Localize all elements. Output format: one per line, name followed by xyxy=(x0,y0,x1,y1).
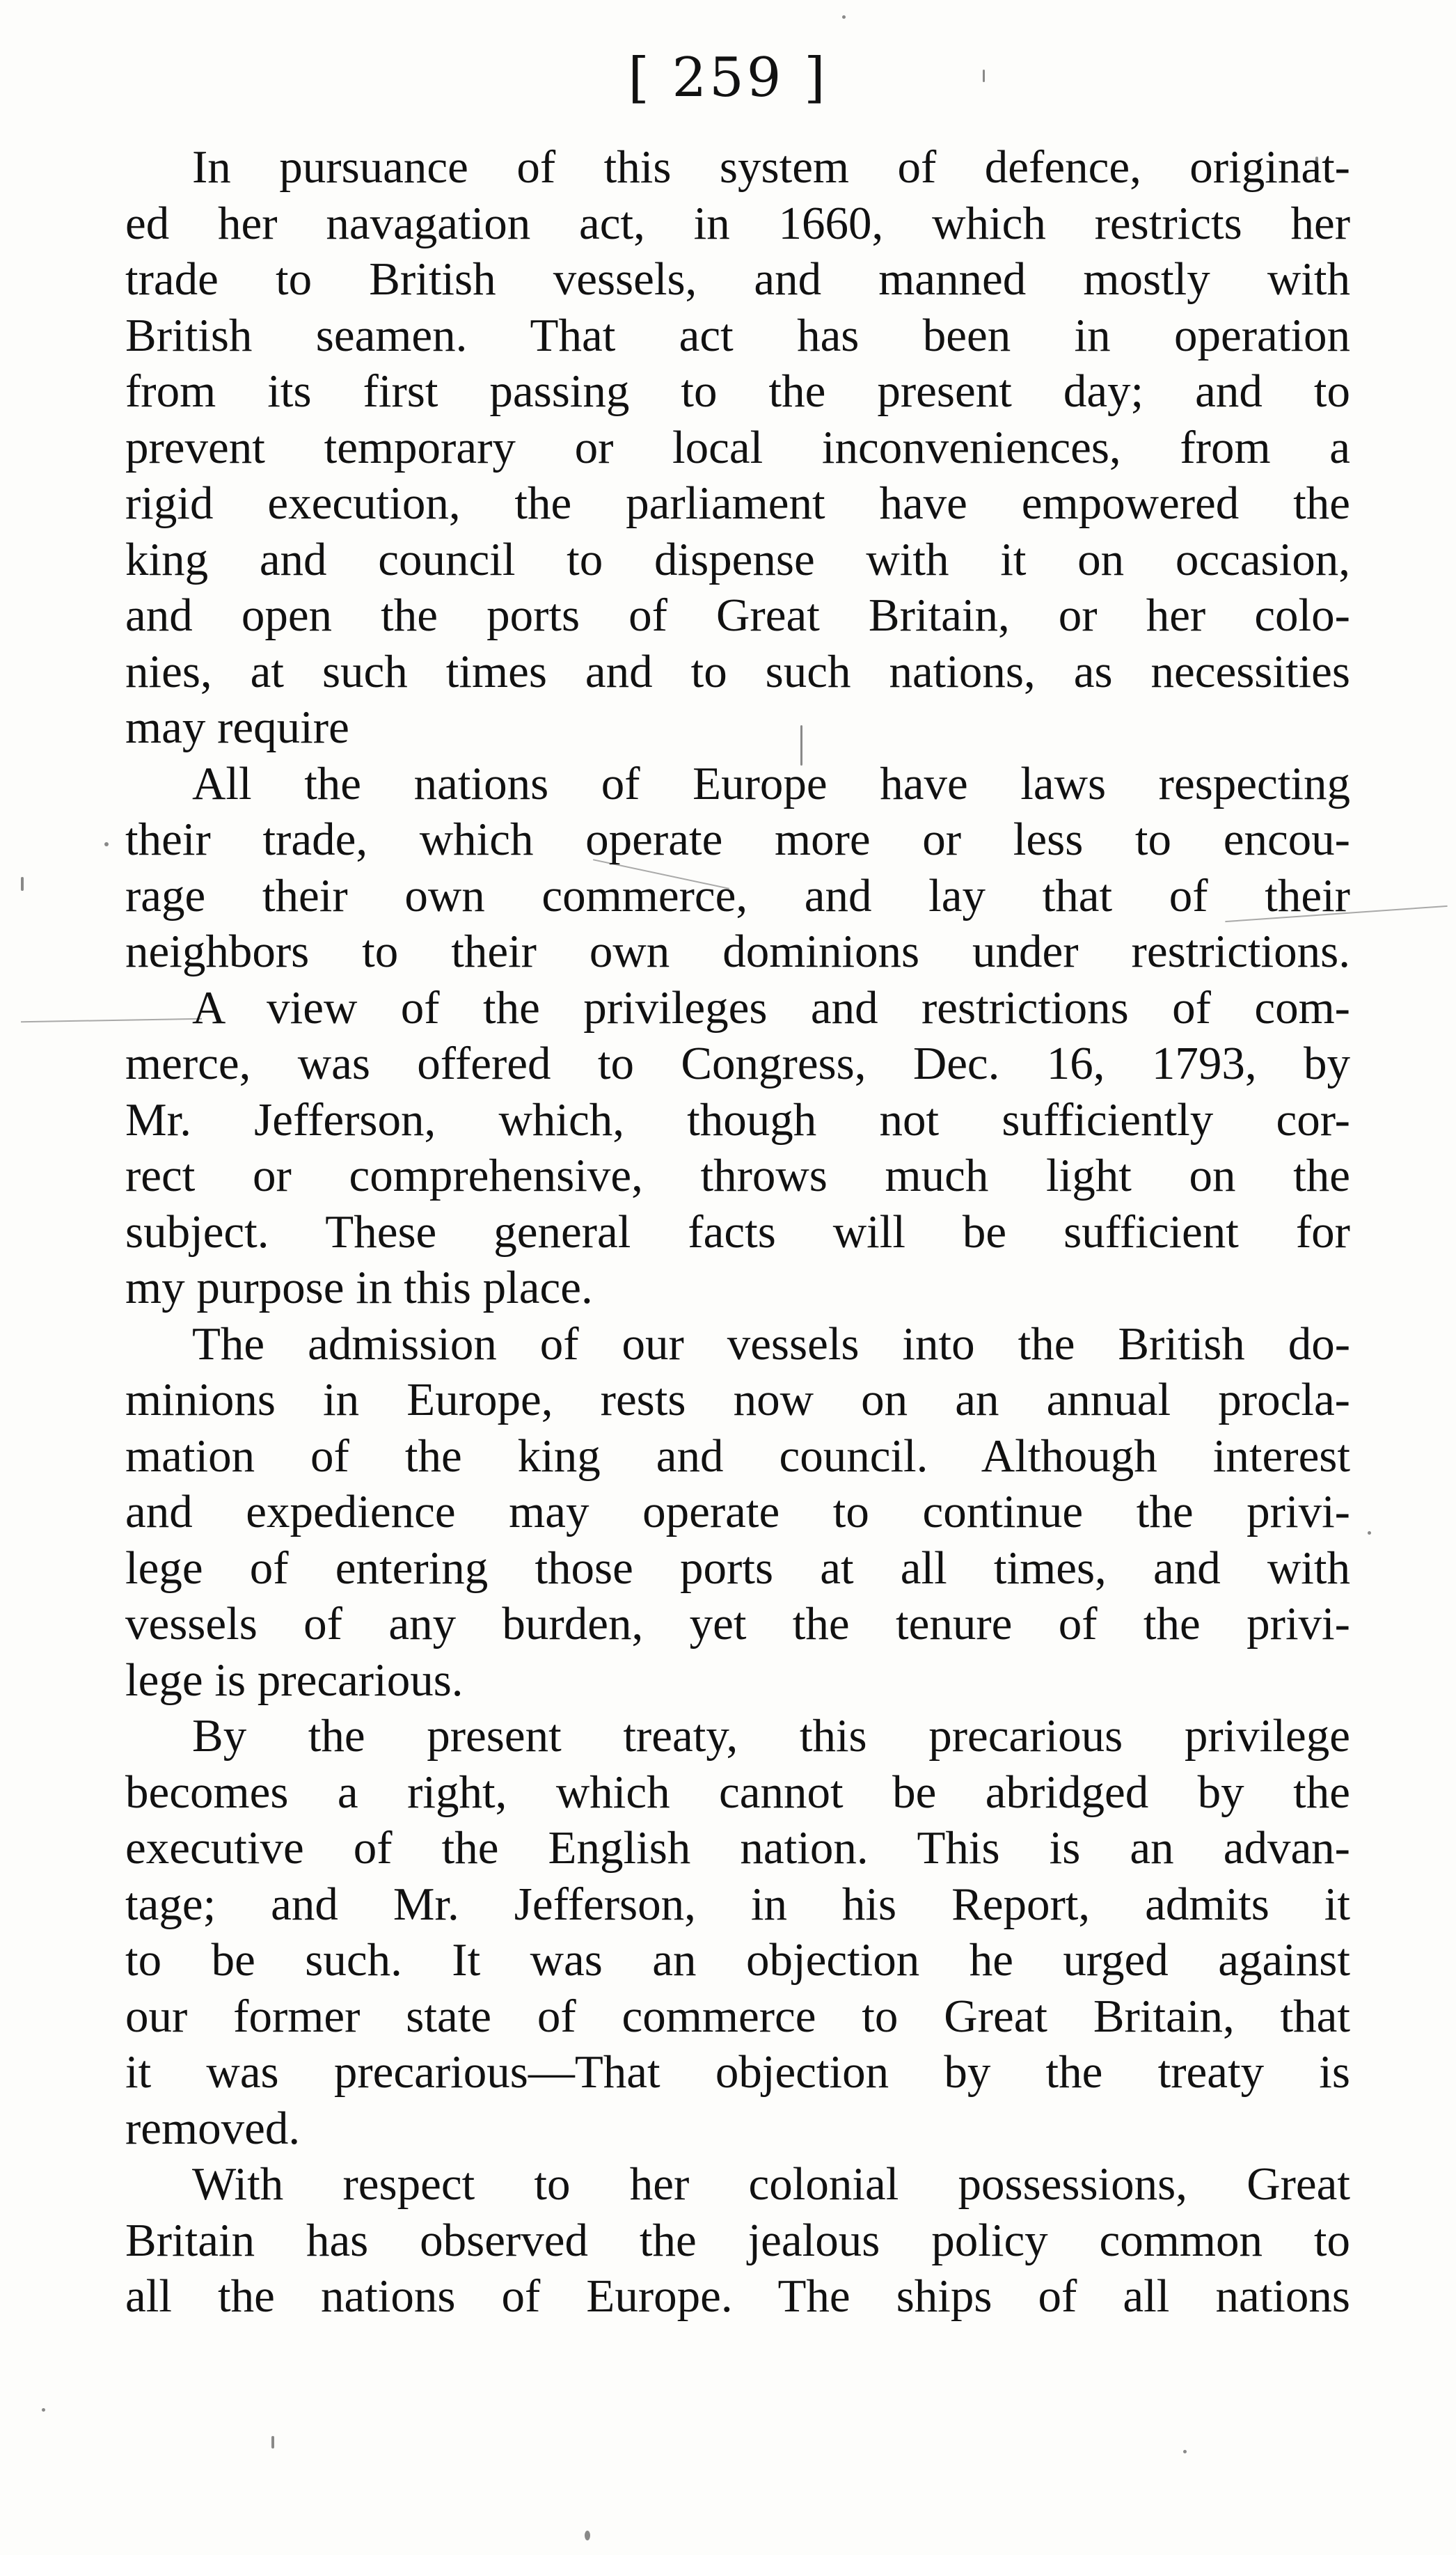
text-line: lege of entering those ports at all times, and with xyxy=(125,1542,1350,1594)
scan-speck xyxy=(842,15,846,19)
scan-speck xyxy=(1183,2450,1187,2453)
text-line: king and council to dispense with it on occasion, xyxy=(125,533,1350,585)
text-line: By the present treaty, this precarious privilege xyxy=(192,1710,1350,1762)
text-line: subject. These general facts will be sufficient for xyxy=(125,1205,1350,1258)
paragraph xyxy=(125,139,1350,756)
text-line: all the nations of Europe. The ships of all nations xyxy=(125,2270,1350,2322)
text-line: our former state of commerce to Great Britain, that xyxy=(125,1990,1350,2042)
text-line: The admission of our vessels into the British do- xyxy=(192,1318,1350,1370)
scan-speck xyxy=(585,2531,590,2540)
text-line: and expedience may operate to continue the privi- xyxy=(125,1486,1350,1537)
text-line: prevent temporary or local inconveniences, from a xyxy=(125,421,1350,473)
text-line: nies, at such times and to such nations, as necessities xyxy=(125,645,1350,697)
text-line: neighbors to their own dominions under restrictions. xyxy=(125,926,1350,977)
text-line: their trade, which operate more or less to encou- xyxy=(125,814,1350,865)
text-line: rigid execution, the parliament have empowered the xyxy=(125,477,1350,529)
page-number: [ 259 ] xyxy=(628,47,828,109)
text-line: lege is precarious. xyxy=(125,1654,464,1706)
paragraph xyxy=(125,1708,1350,2156)
scan-speck xyxy=(104,842,109,846)
text-line: ed her navagation act, in 1660, which restricts her xyxy=(125,197,1350,249)
text-line: to be such. It was an objection he urged against xyxy=(125,1934,1350,1986)
scan-speck xyxy=(1368,1531,1371,1535)
text-line: British seamen. That act has been in operation xyxy=(125,309,1350,361)
text-line: Britain has observed the jealous policy common to xyxy=(125,2214,1350,2266)
paragraph xyxy=(125,2156,1350,2325)
scan-speck xyxy=(21,877,24,891)
text-line: mation of the king and council. Although interest xyxy=(125,1430,1350,1482)
paragraph xyxy=(125,1316,1350,1709)
text-line: and open the ports of Great Britain, or her colo- xyxy=(125,590,1350,641)
text-line: it was precarious—That objection by the treaty is xyxy=(125,2046,1350,2098)
text-line: merce, was offered to Congress, Dec. 16, 1793, by xyxy=(125,1038,1350,1089)
scan-speck xyxy=(271,2436,274,2449)
text-line: from its first passing to the present day; and to xyxy=(125,365,1350,417)
text-line: With respect to her colonial possessions, Great xyxy=(192,2158,1350,2210)
text-line: my purpose in this place. xyxy=(125,1262,593,1313)
paragraph xyxy=(125,756,1350,980)
paragraph xyxy=(125,980,1350,1316)
text-line: vessels of any burden, yet the tenure of the privi- xyxy=(125,1598,1350,1650)
text-line: rage their own commerce, and lay that of their xyxy=(125,869,1350,921)
text-line: A view of the privileges and restrictions of com- xyxy=(192,981,1350,1034)
text-line: trade to British vessels, and manned mostly with xyxy=(125,253,1350,305)
text-line: may require xyxy=(125,702,349,753)
text-line: tage; and Mr. Jefferson, in his Report, admits it xyxy=(125,1878,1350,1930)
text-line: minions in Europe, rests now on an annual procla- xyxy=(125,1374,1350,1425)
text-line: removed. xyxy=(125,2102,301,2154)
text-line: All the nations of Europe have laws respecting xyxy=(192,757,1350,809)
text-line: rect or comprehensive, throws much light on the xyxy=(125,1150,1350,1201)
text-line: becomes a right, which cannot be abridged by the xyxy=(125,1766,1350,1818)
text-line: executive of the English nation. This is an advan- xyxy=(125,1822,1350,1874)
body-text xyxy=(125,139,1350,2325)
text-line: Mr. Jefferson, which, though not sufficiently cor- xyxy=(125,1093,1350,1146)
scan-speck xyxy=(42,2408,45,2412)
text-line: In pursuance of this system of defence, originat- xyxy=(192,141,1350,193)
